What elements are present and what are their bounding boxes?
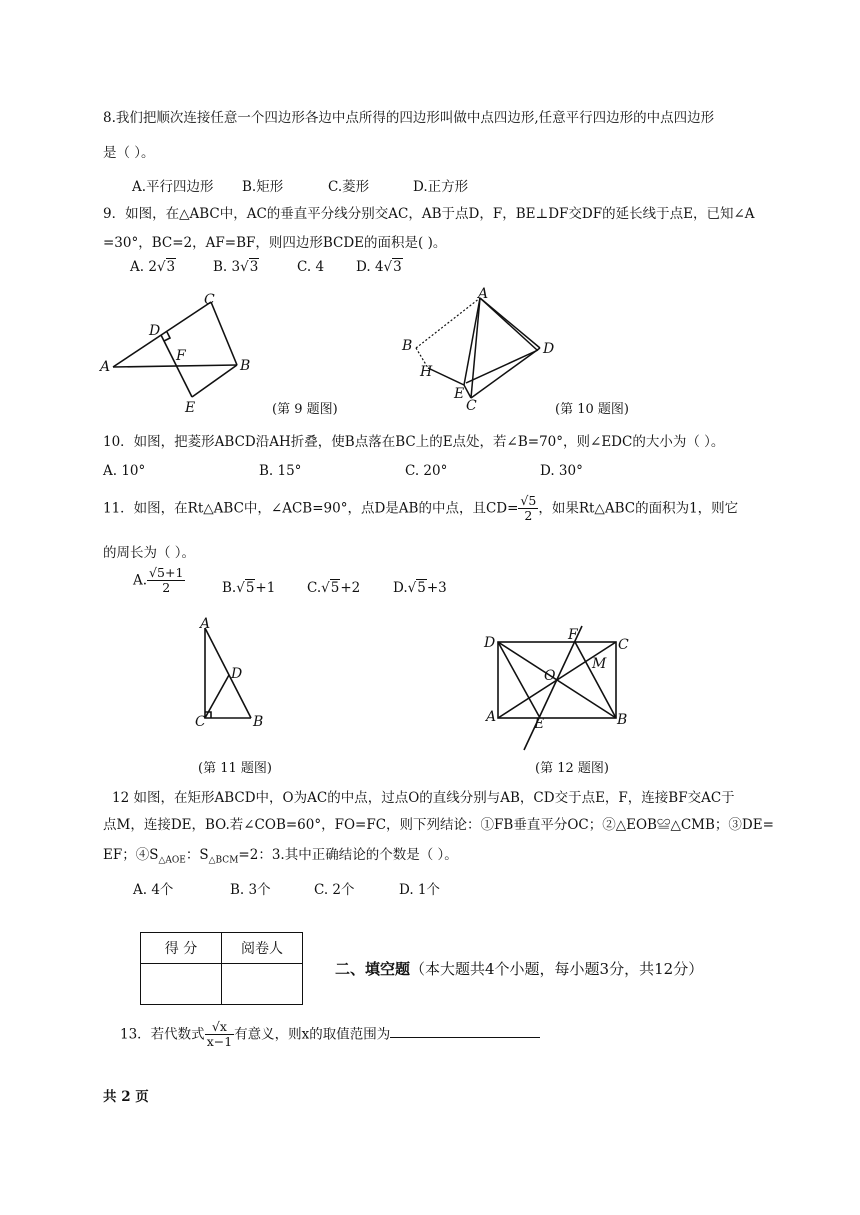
q11-cd-fraction: $\frac{√5}{2}$: [520, 493, 537, 524]
q11-option-d: D.√5+3: [393, 580, 447, 596]
q11-figure-caption: (第 11 题图): [198, 761, 272, 776]
q11-label-c: C: [195, 714, 206, 730]
score-cell[interactable]: [141, 964, 222, 1005]
q8-option-b: B.矩形: [242, 179, 284, 195]
q11-figure: [195, 618, 275, 730]
q10-label-c: C: [466, 398, 477, 414]
q9-label-d: D: [149, 323, 161, 339]
q11-label-d: D: [231, 666, 243, 682]
q12-label-o: O: [544, 668, 556, 684]
q11-option-a: A. $\frac{√5+1}{2}$: [133, 565, 184, 596]
q10-figure: [398, 288, 563, 413]
q12-label-b: B: [617, 712, 628, 728]
q10-option-b: B. 15°: [259, 463, 302, 479]
q9-label-a: A: [100, 359, 111, 375]
q12-line2: 点M，连接DE，BO.若∠COB=60°，FO=FC，则下列结论：①FB垂直平分OC；②△EOB≌△CMB；③DE=: [103, 817, 774, 833]
q10-label-a: A: [478, 286, 489, 302]
q9-label-e: E: [185, 400, 196, 416]
q9-option-a: A. 2√3: [130, 259, 176, 275]
q13-fraction: $\frac{√x}{x-1}$: [206, 1019, 233, 1050]
q8-option-c: C.菱形: [328, 179, 370, 195]
q11-line2: 的周长为（ ）。: [103, 545, 196, 561]
q13-answer-blank[interactable]: [390, 1025, 540, 1038]
q10-label-b: B: [402, 338, 413, 354]
q10-line1: 10．如图，把菱形ABCD沿AH折叠，使B点落在BC上的E点处，若∠B=70°，则∠EDC的大小为（ ）。: [103, 434, 725, 450]
q11-line1: 11．如图，在Rt△ABC中，∠ACB=90°，点D是AB的中点，且CD= $\frac{√5}{2}$ ，如果Rt△ABC的面积为1，则它: [103, 493, 739, 524]
section2-heading: 二、填空题（本大题共4个小题，每小题3分，共12分）: [335, 960, 704, 978]
q12-label-f: F: [568, 627, 578, 643]
q11-label-b: B: [253, 714, 264, 730]
q11-option-c: C.√5+2: [307, 580, 361, 596]
q8-line1: 8.我们把顺次连接任意一个四边形各边中点所得的四边形叫做中点四边形,任意平行四边形的中点四边形: [103, 110, 715, 126]
q9-option-b: B. 3√3: [213, 259, 259, 275]
score-table: [140, 932, 303, 1005]
q8-line2: 是（ ）。: [103, 145, 155, 161]
q9-line1: 9．如图，在△ABC中，AC的垂直平分线分别交AC，AB于点D，F，BE⊥DF交DF的延长线于点E，已知∠A: [103, 206, 755, 222]
q13-line: 13．若代数式 $\frac{√x}{x-1}$ 有意义，则x的取值范围为: [120, 1020, 540, 1050]
q11-option-b: B.√5+1: [222, 580, 276, 596]
q9-label-b: B: [240, 358, 251, 374]
q10-label-h: H: [420, 364, 433, 380]
q12-figure: [484, 622, 634, 757]
q9-label-f: F: [176, 348, 186, 364]
q12-label-d: D: [484, 635, 496, 651]
grader-cell[interactable]: [222, 964, 303, 1005]
q8-option-d: D.正方形: [413, 179, 469, 195]
q10-option-c: C. 20°: [405, 463, 448, 479]
q12-label-a: A: [486, 709, 497, 725]
q9-figure-caption: (第 9 题图): [272, 402, 338, 417]
q11-label-a: A: [200, 616, 211, 632]
q10-label-e: E: [454, 386, 465, 402]
q12-option-b: B. 3个: [230, 882, 271, 898]
q9-line2: =30°，BC=2，AF=BF，则四边形BCDE的面积是( )。: [103, 235, 447, 251]
q10-option-d: D. 30°: [540, 463, 583, 479]
q10-label-d: D: [543, 341, 555, 357]
q12-option-a: A. 4个: [133, 882, 174, 898]
q8-option-a: A.平行四边形: [132, 179, 214, 195]
q9-option-d: D. 4√3: [356, 259, 402, 275]
q9-label-c: C: [204, 292, 215, 308]
q10-figure-caption: (第 10 题图): [555, 402, 629, 417]
score-header: 得 分: [141, 933, 222, 964]
q12-label-e: E: [534, 716, 545, 732]
page-footer: 共 2 页: [103, 1089, 149, 1105]
q12-line3: EF；$④S_{\triangle AOE}$：$S_{\triangle BCM}=2$：3.其中正确结论的个数是（ ）。: [103, 847, 458, 866]
q12-option-d: D. 1个: [399, 882, 441, 898]
q9-figure: [100, 290, 260, 415]
q9-option-c: C. 4: [297, 259, 325, 275]
q12-label-m: M: [592, 656, 607, 672]
q12-figure-caption: (第 12 题图): [535, 761, 609, 776]
q10-option-a: A. 10°: [103, 463, 146, 479]
q12-line1: 12 如图，在矩形ABCD中，O为AC的中点，过点O的直线分别与AB，CD交于点E，F，连接BF交AC于: [112, 790, 735, 806]
grader-header: 阅卷人: [222, 933, 303, 964]
q12-option-c: C. 2个: [314, 882, 355, 898]
q12-label-c: C: [618, 637, 629, 653]
